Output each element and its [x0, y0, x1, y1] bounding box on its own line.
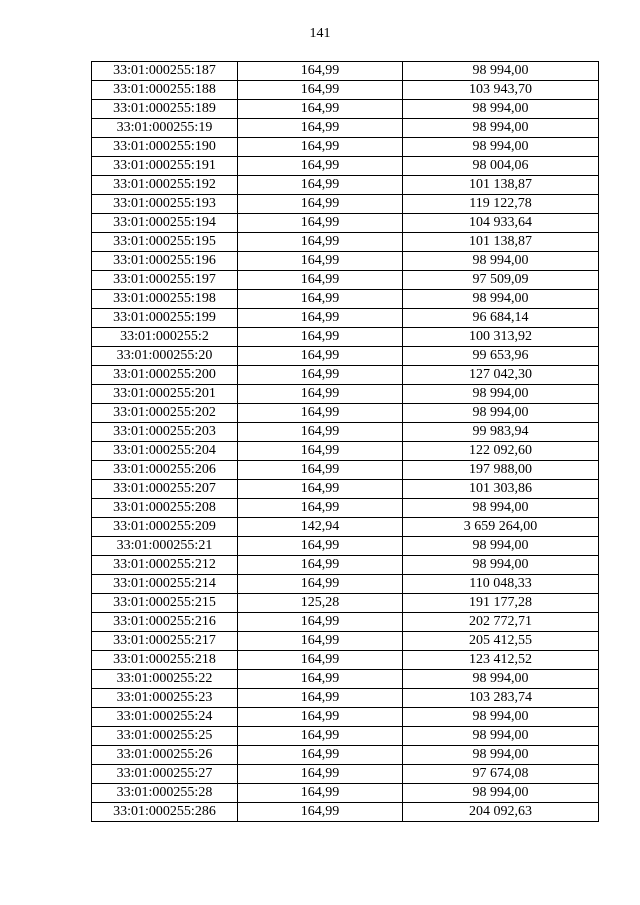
table-row	[92, 727, 599, 746]
table-row	[92, 233, 599, 252]
cadastral-value-cell: 119 122,78	[403, 195, 599, 214]
cadastral-number-cell: 33:01:000255:216	[92, 613, 238, 632]
cadastral-value-cell: 98 994,00	[403, 100, 599, 119]
table-row	[92, 138, 599, 157]
area-cell: 164,99	[238, 651, 403, 670]
cadastral-number-cell: 33:01:000255:192	[92, 176, 238, 195]
cadastral-value-cell: 104 933,64	[403, 214, 599, 233]
area-cell: 164,99	[238, 233, 403, 252]
area-cell: 164,99	[238, 423, 403, 442]
cadastral-number-cell: 33:01:000255:195	[92, 233, 238, 252]
cadastral-number-cell: 33:01:000255:204	[92, 442, 238, 461]
cadastral-value-cell: 101 138,87	[403, 233, 599, 252]
cadastral-number-cell: 33:01:000255:197	[92, 271, 238, 290]
cadastral-number-cell: 33:01:000255:188	[92, 81, 238, 100]
area-cell: 164,99	[238, 271, 403, 290]
cadastral-value-cell: 99 983,94	[403, 423, 599, 442]
cadastral-value-cell: 98 994,00	[403, 708, 599, 727]
area-cell: 164,99	[238, 404, 403, 423]
area-cell: 164,99	[238, 803, 403, 822]
cadastral-value-cell: 99 653,96	[403, 347, 599, 366]
cadastral-value-cell: 97 674,08	[403, 765, 599, 784]
table-row	[92, 347, 599, 366]
area-cell: 164,99	[238, 157, 403, 176]
area-cell: 164,99	[238, 765, 403, 784]
cadastral-number-cell: 33:01:000255:19	[92, 119, 238, 138]
cadastral-value-cell: 98 994,00	[403, 727, 599, 746]
cadastral-value-cell: 98 994,00	[403, 404, 599, 423]
cadastral-number-cell: 33:01:000255:209	[92, 518, 238, 537]
cadastral-value-cell: 98 994,00	[403, 746, 599, 765]
table-row	[92, 252, 599, 271]
cadastral-value-cell: 122 092,60	[403, 442, 599, 461]
table-row	[92, 708, 599, 727]
cadastral-number-cell: 33:01:000255:28	[92, 784, 238, 803]
table-row	[92, 195, 599, 214]
table-row	[92, 100, 599, 119]
table-row	[92, 765, 599, 784]
cadastral-number-cell: 33:01:000255:212	[92, 556, 238, 575]
table-row	[92, 556, 599, 575]
cadastral-number-cell: 33:01:000255:25	[92, 727, 238, 746]
cadastral-number-cell: 33:01:000255:190	[92, 138, 238, 157]
table-row	[92, 404, 599, 423]
area-cell: 164,99	[238, 176, 403, 195]
cadastral-value-cell: 98 994,00	[403, 385, 599, 404]
cadastral-number-cell: 33:01:000255:24	[92, 708, 238, 727]
cadastral-number-cell: 33:01:000255:215	[92, 594, 238, 613]
cadastral-number-cell: 33:01:000255:21	[92, 537, 238, 556]
cadastral-value-cell: 98 994,00	[403, 290, 599, 309]
cadastral-value-cell: 204 092,63	[403, 803, 599, 822]
area-cell: 164,99	[238, 708, 403, 727]
area-cell: 164,99	[238, 461, 403, 480]
cadastral-value-cell: 98 004,06	[403, 157, 599, 176]
table-row	[92, 119, 599, 138]
area-cell: 164,99	[238, 62, 403, 81]
cadastral-value-cell: 123 412,52	[403, 651, 599, 670]
area-cell: 164,99	[238, 499, 403, 518]
table-row	[92, 632, 599, 651]
area-cell: 142,94	[238, 518, 403, 537]
table-row	[92, 176, 599, 195]
table-row	[92, 309, 599, 328]
cadastral-number-cell: 33:01:000255:23	[92, 689, 238, 708]
cadastral-number-cell: 33:01:000255:202	[92, 404, 238, 423]
cadastral-number-cell: 33:01:000255:196	[92, 252, 238, 271]
cadastral-number-cell: 33:01:000255:214	[92, 575, 238, 594]
area-cell: 164,99	[238, 537, 403, 556]
cadastral-value-cell: 202 772,71	[403, 613, 599, 632]
table-body	[92, 62, 599, 822]
cadastral-value-cell: 205 412,55	[403, 632, 599, 651]
cadastral-number-cell: 33:01:000255:201	[92, 385, 238, 404]
area-cell: 164,99	[238, 138, 403, 157]
cadastral-value-cell: 98 994,00	[403, 252, 599, 271]
cadastral-number-cell: 33:01:000255:22	[92, 670, 238, 689]
table-row	[92, 442, 599, 461]
cadastral-value-cell: 98 994,00	[403, 499, 599, 518]
area-cell: 164,99	[238, 328, 403, 347]
area-cell: 164,99	[238, 385, 403, 404]
table-row	[92, 518, 599, 537]
cadastral-number-cell: 33:01:000255:194	[92, 214, 238, 233]
area-cell: 164,99	[238, 556, 403, 575]
cadastral-value-cell: 98 994,00	[403, 556, 599, 575]
area-cell: 164,99	[238, 309, 403, 328]
area-cell: 164,99	[238, 689, 403, 708]
cadastral-value-cell: 197 988,00	[403, 461, 599, 480]
cadastral-value-cell: 103 283,74	[403, 689, 599, 708]
cadastral-number-cell: 33:01:000255:20	[92, 347, 238, 366]
cadastral-value-cell: 101 138,87	[403, 176, 599, 195]
table-row	[92, 328, 599, 347]
table-row	[92, 366, 599, 385]
cadastral-number-cell: 33:01:000255:189	[92, 100, 238, 119]
cadastral-number-cell: 33:01:000255:286	[92, 803, 238, 822]
table-row	[92, 613, 599, 632]
table-row	[92, 385, 599, 404]
area-cell: 164,99	[238, 784, 403, 803]
cadastral-number-cell: 33:01:000255:218	[92, 651, 238, 670]
area-cell: 164,99	[238, 670, 403, 689]
cadastral-number-cell: 33:01:000255:198	[92, 290, 238, 309]
cadastral-value-cell: 98 994,00	[403, 670, 599, 689]
table-row	[92, 651, 599, 670]
cadastral-value-cell: 98 994,00	[403, 537, 599, 556]
table-row	[92, 62, 599, 81]
area-cell: 164,99	[238, 195, 403, 214]
area-cell: 164,99	[238, 442, 403, 461]
area-cell: 164,99	[238, 366, 403, 385]
cadastral-value-cell: 127 042,30	[403, 366, 599, 385]
area-cell: 164,99	[238, 119, 403, 138]
cadastral-value-cell: 101 303,86	[403, 480, 599, 499]
cadastral-value-cell: 110 048,33	[403, 575, 599, 594]
cadastral-number-cell: 33:01:000255:208	[92, 499, 238, 518]
table-row	[92, 689, 599, 708]
area-cell: 164,99	[238, 480, 403, 499]
cadastral-value-cell: 98 994,00	[403, 62, 599, 81]
table-row	[92, 670, 599, 689]
cadastral-value-cell: 98 994,00	[403, 138, 599, 157]
table-row	[92, 157, 599, 176]
area-cell: 164,99	[238, 214, 403, 233]
area-cell: 164,99	[238, 746, 403, 765]
area-cell: 125,28	[238, 594, 403, 613]
cadastral-value-cell: 97 509,09	[403, 271, 599, 290]
cadastral-number-cell: 33:01:000255:2	[92, 328, 238, 347]
cadastral-number-cell: 33:01:000255:207	[92, 480, 238, 499]
table-row	[92, 214, 599, 233]
cadastral-number-cell: 33:01:000255:193	[92, 195, 238, 214]
cadastral-value-table	[91, 61, 599, 822]
cadastral-number-cell: 33:01:000255:199	[92, 309, 238, 328]
cadastral-number-cell: 33:01:000255:187	[92, 62, 238, 81]
table-row	[92, 480, 599, 499]
cadastral-number-cell: 33:01:000255:203	[92, 423, 238, 442]
area-cell: 164,99	[238, 81, 403, 100]
table-row	[92, 499, 599, 518]
cadastral-number-cell: 33:01:000255:217	[92, 632, 238, 651]
table-row	[92, 575, 599, 594]
cadastral-value-cell: 100 313,92	[403, 328, 599, 347]
cadastral-value-cell: 96 684,14	[403, 309, 599, 328]
area-cell: 164,99	[238, 347, 403, 366]
area-cell: 164,99	[238, 575, 403, 594]
table-row	[92, 784, 599, 803]
area-cell: 164,99	[238, 632, 403, 651]
cadastral-value-cell: 3 659 264,00	[403, 518, 599, 537]
cadastral-number-cell: 33:01:000255:191	[92, 157, 238, 176]
area-cell: 164,99	[238, 290, 403, 309]
page-number: 141	[309, 26, 331, 41]
cadastral-number-cell: 33:01:000255:27	[92, 765, 238, 784]
table-row	[92, 290, 599, 309]
area-cell: 164,99	[238, 727, 403, 746]
area-cell: 164,99	[238, 252, 403, 271]
table-row	[92, 423, 599, 442]
table-row	[92, 594, 599, 613]
cadastral-value-cell: 191 177,28	[403, 594, 599, 613]
table-row	[92, 803, 599, 822]
table-row	[92, 746, 599, 765]
cadastral-value-cell: 98 994,00	[403, 119, 599, 138]
table-row	[92, 81, 599, 100]
table-row	[92, 461, 599, 480]
cadastral-value-cell: 98 994,00	[403, 784, 599, 803]
area-cell: 164,99	[238, 613, 403, 632]
cadastral-number-cell: 33:01:000255:26	[92, 746, 238, 765]
table-row	[92, 271, 599, 290]
cadastral-value-cell: 103 943,70	[403, 81, 599, 100]
area-cell: 164,99	[238, 100, 403, 119]
cadastral-number-cell: 33:01:000255:206	[92, 461, 238, 480]
cadastral-number-cell: 33:01:000255:200	[92, 366, 238, 385]
table-row	[92, 537, 599, 556]
